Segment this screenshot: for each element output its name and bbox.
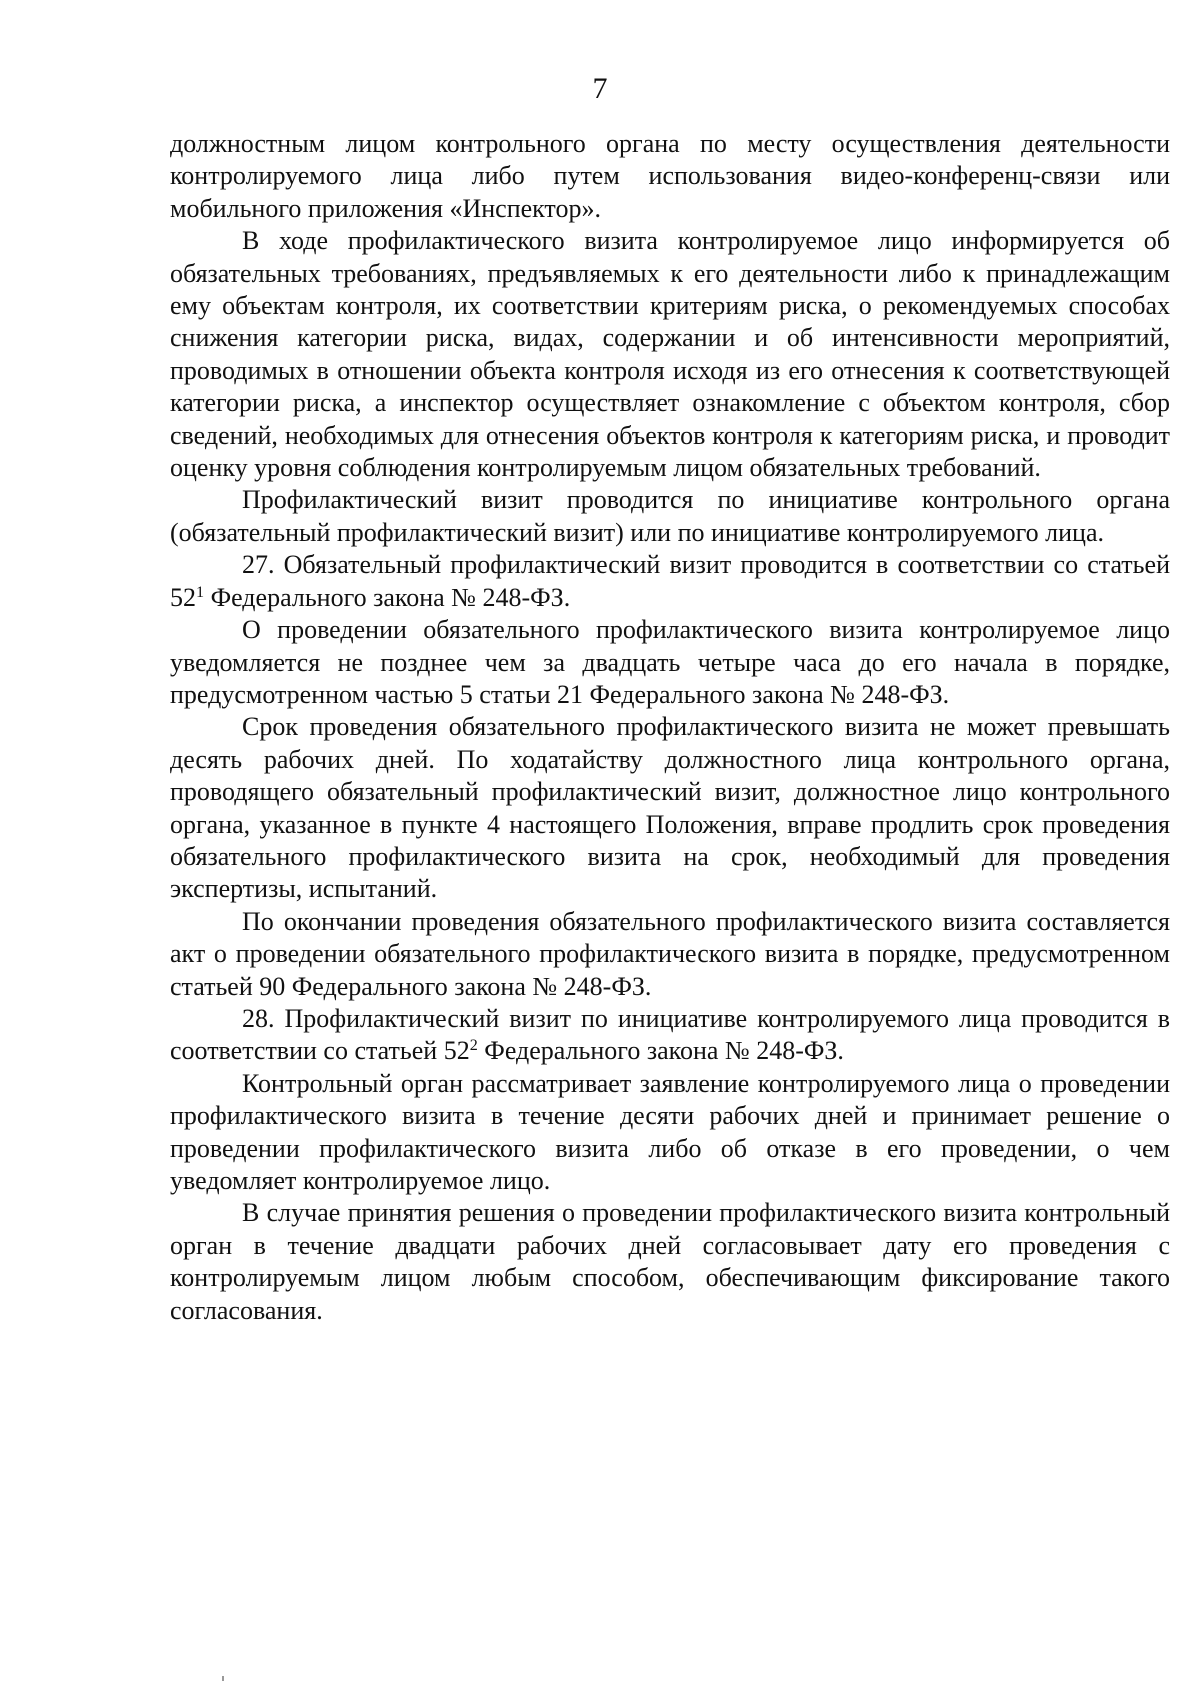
paragraph-application-review: Контрольный орган рассматривает заявление контролируемого лица о проведении профилактического визита в течение десяти рабочих дней и принимает решение о проведении профилактического визита либо об отказе в его проведении, о чем уведомляет контролируемое лицо. [170, 1068, 1170, 1195]
paragraph-visit-duration: Срок проведения обязательного профилактического визита не может превышать десять рабочих дней. По ходатайству должностного лица контрольного органа, проводящего обязательный профилактический визит, должностное лицо контрольного органа, указанное в пункте 4 настоящего Положения, вправе продлить срок проведения обязательного профилактического визита на срок, необходимый для проведения экспертизы, испытаний. [170, 712, 1170, 904]
paragraph-item-28-tail: Федерального закона № 248-ФЗ. [477, 1036, 844, 1066]
paragraph-visit-act: По окончании проведения обязательного профилактического визита составляется акт о проведении обязательного профилактического визита в порядке, предусмотренном статьей 90 Федерального закона № 248-ФЗ. [170, 906, 1170, 1001]
paragraph-visit-content: В ходе профилактического визита контролируемое лицо информируется об обязательных требованиях, предъявляемых к его деятельности либо к принадлежащим ему объектам контроля, их соответствии критериям риска, о рекомендуемых способах снижения категории риска, видах, содержании и об интенсивности мероприятий, проводимых в отношении объекта контроля исходя из его отнесения к соответствующей категории риска, а инспектор осуществляет ознакомление с объектом контроля, сбор сведений, необходимых для отнесения объектов контроля к категориям риска, и проводит оценку уровня соблюдения контролируемым лицом обязательных требований. [170, 226, 1170, 483]
paragraph-continuation: должностным лицом контрольного органа по месту осуществления деятельности контролируемого лица либо путем использования видео-конференц-связи или мобильного приложения «Инспектор». [170, 129, 1170, 223]
paragraph-item-28 [170, 1003, 1170, 1068]
paragraph-item-27-text: 27. Обязательный профилактический визит проводится в соответствии со статьей 52 [170, 550, 1170, 612]
page-number: 7 [592, 72, 608, 105]
paragraph-item-27 [170, 549, 1170, 614]
paragraph-item-27-tail: Федерального закона № 248-ФЗ. [204, 582, 571, 612]
paragraph-visit-initiative: Профилактический визит проводится по инициативе контрольного органа (обязательный профилактический визит) или по инициативе контролируемого лица. [170, 485, 1170, 547]
document-body [170, 128, 1170, 1327]
paragraph-date-agreement: В случае принятия решения о проведении профилактического визита контрольный орган в течение двадцати рабочих дней согласовывает дату его проведения с контролируемым лицом любым способом, обеспечивающим фиксирование такого согласования. [170, 1198, 1170, 1325]
scan-artifact [222, 1676, 224, 1681]
paragraph-item-28-text: 28. Профилактический визит по инициативе контролируемого лица проводится в соответствии со статьей 52 [170, 1003, 1170, 1066]
superscript-1: 1 [196, 583, 205, 601]
paragraph-notification: О проведении обязательного профилактического визита контролируемое лицо уведомляется не позднее чем за двадцать четыре часа до его начала в порядке, предусмотренном частью 5 статьи 21 Федерального закона № 248-ФЗ. [170, 615, 1170, 709]
superscript-2: 2 [469, 1037, 478, 1055]
